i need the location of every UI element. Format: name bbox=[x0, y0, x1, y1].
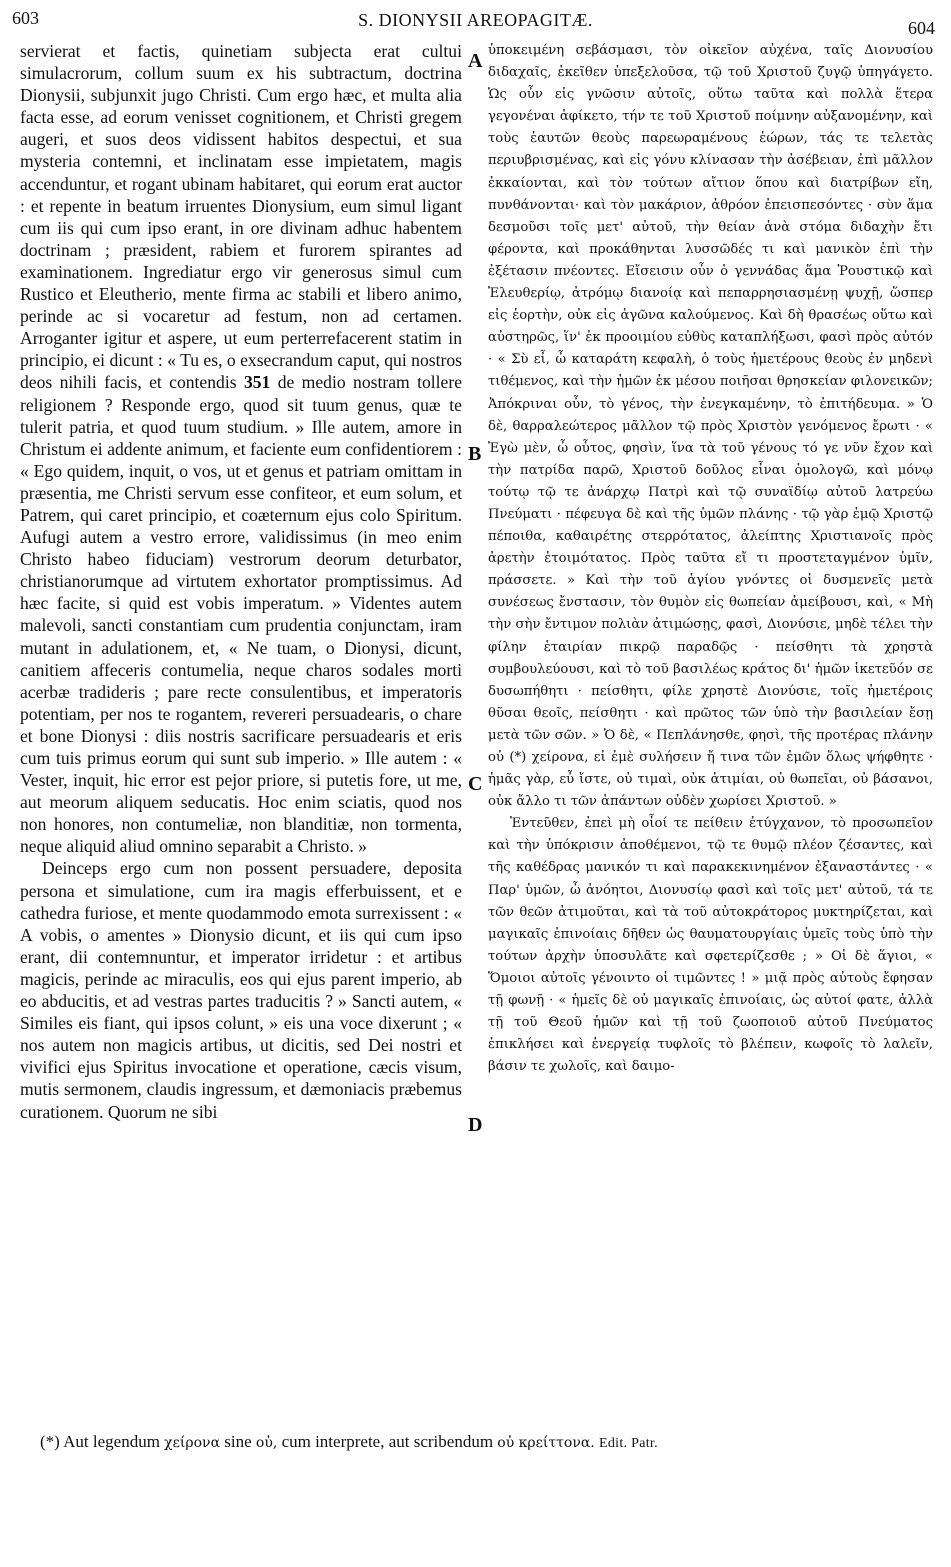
section-marker-c: C bbox=[468, 773, 483, 795]
greek-column bbox=[488, 40, 933, 1078]
bold-column-number: 351 bbox=[243, 372, 271, 393]
section-marker-b: B bbox=[468, 443, 482, 465]
greek-paragraph-2: Ἐντεῦθεν, ἐπεὶ μὴ οἷοί τε πείθειν ἐτύγχανον, τὸ προσωπεῖον καὶ τὴν ὑπόκρισιν ἀποθέμενοι, τῷ τε θυμῷ πλέον ζέσαντες, καὶ τῆς καθέδρας μανικόν τι καὶ παρακεκινημένον ἐξαναστάντες · « Παρ' ὑμῶν, ὦ ἀνόητοι, Διονυσίῳ φασὶ καὶ τοῖς μετ' αὐτοῦ, τά τε τῶν θεῶν ἀτιμοῦται, καὶ τὰ τοῦ αὐτοκράτορος μυκτηρίζεται, καὶ μαγικαῖς ἐπινοίαις δῆθεν ὡς θαυματουργίαις ὑμεῖς τοὺς ὑπὸ τὴν τούτων ἀρχὴν ὑποσυλᾶτε καὶ σφετερίζεσθε ; » Οἱ δὲ ἅγιοι, « Ὅμοιοι αὐτοῖς γένοιντο οἱ τιμῶντες ! » μιᾷ πρὸς αὐτοὺς ἔφησαν τῇ φωνῇ · « ἡμεῖς δὲ οὐ μαγικαῖς ἐπινοίαις, ὡς αὐτοί φατε, ἀλλὰ τῇ τοῦ Θεοῦ ἡμῶν καὶ τῇ τοῦ ζωοποιοῦ αὐτοῦ Πνεύματος ἐπικλήσει καὶ ἐνεργείᾳ τυφλοῖς τὸ βλέπειν, κωφοῖς τὸ λαλεῖν, βάσιν τε χωλοῖς, καὶ δαιμο- bbox=[488, 816, 933, 1075]
footnote-greek-a: χείρονα bbox=[164, 1435, 221, 1451]
latin-paragraph-1 bbox=[20, 40, 462, 857]
greek-paragraph-1: ὑποκειμένη σεβάσμασι, τὸν οἰκεῖον αὐχένα, ταῖς Διονυσίου διδαχαῖς, ἐκεῖθεν ὑπεξελοῦσα, τῷ τοῦ Χριστοῦ ζυγῷ ὑπηγάγετο. Ὡς οὖν εἰς γνῶσιν αὐτοῖς, οὕτω ταῦτα καὶ πολλὰ ἕτερα γεγονέναι ἀφίκετο, τήν τε τοῦ Χριστοῦ ποίμνην αὐξανομένην, καὶ τοὺς ἑαυτῶν θεοὺς παρεωραμένους ἑώρων, τάς τε τελετὰς περιυβρισμένας, καὶ εἰς γόνυ κλίνασαν τὴν ἀσέβειαν, ἐπὶ μᾶλλον ἐκκαίονται, καὶ τὸν τούτων αἴτιον ὅπου καὶ διατρίβων εἴη, πυνθάνονται· καὶ τὸν μακάριον, ἀθρόον ἐπεισπεσόντες · σὺν ἅμα δεσμοῦσι τοῖς μετ' αὐτοῦ, τὴν θείαν ἀνὰ στόμα διδαχὴν ἔτι φέροντα, καὶ προκάθηνται λυσσῶδές τι καὶ μανικὸν ἐπὶ τὴν ἐξέτασιν πνέοντες. Εἴσεισιν οὖν ὁ γεννάδας ἅμα Ῥουστικῷ καὶ Ἐλευθερίῳ, ἀτρόμῳ διανοίᾳ καὶ πεπαρρησιασμένῃ ψυχῇ, ὥσπερ εἰς ἑορτὴν, οὐκ εἰς ἀγῶνα καλούμενος. Καὶ δὴ θρασέως οὕτω καὶ αὐστηρῶς, ἵν' ἐκ προοιμίου εὐθὺς καταπλήξωσι, φασὶ πρὸς αὐτόν · « Σὺ εἶ, ὦ καταράτη κεφαλὴ, ὁ τοὺς ἡμετέρους θεοὺς ἐν μηδενὶ τιθέμενος, καὶ τὴν ἡμῶν ἐκ μέσου ποιῆσαι θρησκείαν φιλονεικῶν; Ἀπόκριναι οὖν, τὸ γένος, τὴν ἐνεγκαμένην, τὸ ἐπιτήδευμα. » Ὁ δὲ, θαρραλεώτερος μᾶλλον τῷ πρὸς Χριστὸν γενόμενος ἔρωτι · « Ἐγὼ μὲν, ὦ οὗτος, φησὶν, ἵνα τὰ τοῦ γένους τό γε νῦν ἔχον καὶ τὴν πατρίδα παρῶ, Χριστοῦ δοῦλος εἶναι ὁμολογῶ, καὶ μόνῳ τούτῳ τῷ τε ἀνάρχῳ Πατρὶ καὶ τῷ συναϊδίῳ αὐτοῦ λατρεύω Πνεύματι · πέφευγα δὲ καὶ τῆς ὑμῶν πλάνης · τῷ γὰρ ἐμῷ Χριστῷ πέποιθα, καθαιρέτης στερρότατος, ἀλείπτης Χριστιανοῖς πρὸς ἀρετὴν ἑτοιμότατος. Πρὸς ταῦτα εἴ τι προστεταγμένον ὑμῖν, πράσσετε. » Καὶ τὴν τοῦ ἁγίου γνόντες οἱ δυσμενεῖς μετὰ συνέσεως ἔνστασιν, τὸν θυμὸν εἰς θωπείαν ἀμείβουσι, καὶ, « Μὴ τὴν σὴν ἔντιμον πολιὰν ἀτιμώσῃς, φασὶ, Διονύσιε, μηδὲ τέλει τὴν φίλην ἑταιρίαν πικρῷ παραδῷς · πείσθητι τὰ χρηστὰ συμβουλεύουσι, καὶ τὸ τοῦ βασιλέως κράτος δι' ἡμῶν ἱκετεῦόν σε δυσωπήθητι · πείσθητι, φίλε χρηστὲ Διονύσιε, τοῖς ἡμετέροις θῦσαι θεοῖς, πείσθητι · καὶ πρῶτος τῶν ὑπὸ τὴν βασιλείαν ἔσῃ μετὰ τῶν σῶν. » Ὁ δὲ, « Πεπλάνησθε, φησὶ, τῆς προτέρας πλάνην οὐ (*) χείρονα, εἰ ἐμὲ συλήσειν ἤ τινα τῶν ἐμῶν ὅλως ψήφθητε · ἡμᾶς γὰρ, εὖ ἴστε, οὐ τιμαὶ, οὐκ ἀτιμίαι, οὐ θωπεῖαι, οὐ βάσανοι, οὐκ ἄλλο τι τῶν ἁπάντων οὐδὲν χωρίσει Χριστοῦ. » bbox=[488, 43, 933, 810]
running-title: S. DIONYSII AREOPAGITÆ. bbox=[358, 10, 593, 30]
footnote-text-a: (*) Aut legendum bbox=[40, 1432, 160, 1451]
footnote bbox=[40, 1432, 940, 1452]
page-number-left: 603 bbox=[12, 8, 39, 28]
latin-paragraph-2: Deinceps ergo cum non possent persuadere, deposita persona et simulatione, cum ira magis efferbuissent, et e cathedra furiose, et mente quodammodo emota surrexissent : « A vobis, o amentes » Dionysio dicunt, et iis qui cum ipso erant, dii contemnuntur, et imperator irridetur : et artibus magicis, perinde ac miraculis, eos qui ejus parent imperio, ab eo abducitis, et ad vestras partes traducitis ? » Sancti autem, « Similes eis fiant, qui ipsos colunt, » eis una voce dixerunt ; « nos autem non magicis artibus, ut dicitis, sed Dei nostri et vivifici ejus Spiritus invocatione et operatione, cæcis visum, mutis sermonem, claudis ingressum, et dæmoniacis præbemus curationem. Quorum ne sibi bbox=[20, 858, 462, 1122]
footnote-greek-c: οὐ κρείττονα. bbox=[497, 1435, 595, 1451]
section-marker-d: D bbox=[468, 1114, 483, 1136]
latin-paragraph-1-text: servierat et factis, quinetiam subjecta erat cultui simulacrorum, collum suum ex his subtractum, doctrina Dionysii, subjunxit jugo Christi. Cum ergo hæc, et multa alia facta esse, ad eorum venisset cognitionem, et Christi gregem augeri, et suos deos vidissent habitos despectui, et sua mysteria contemni, et inclinatam esse impietatem, magis accenduntur, et rogant ubinam habitaret, qui eorum erat auctor : et repente in beatum irruentes Dionysium, eum simul ligant cum iis qui cum ipso erant, in ore divinam adhuc habentem doctrinam ; præsident, rabiem et furorem spirantes ad examinationem. Ingrediatur ergo vir generosus simul cum Rustico et Eleutherio, mente firma ac stabili et libero animo, perinde ac si vocaretur ad festum, non ad certamen. Arroganter igitur et aspere, ut eum perterrefacerent statim in principio, ei dicunt : « Tu es, o exsecrandum caput, qui nostros deos nihili facis, et contendis bbox=[20, 41, 462, 393]
page-header bbox=[0, 8, 951, 38]
footnote-text-c: cum interprete, aut scribendum bbox=[281, 1432, 494, 1451]
latin-paragraph-1-continued: de medio nostram tollere religionem ? Responde ergo, quod sit tuum genus, quæ te tulerit patria, et quod tuum studium. » Ille autem, amore in Christum ei addente animum, et faciente eum confidentiorem : « Ego quidem, inquit, o vos, ut et genus et patriam omittam in præsentia, me Christi servum esse confiteor, et eum solum, et Patrem, qui caret principio, et coæternum ejus colo Spiritum. Aufugi autem a vestro errore, validissimus (in meo enim Christo habeo fiduciam) vestrorum deorum deturbator, christianorumque ad virtutem exhortator promptissimus. Ad hæc facite, si quid est vobis imperatum. » Videntes autem malevoli, sancti constantiam cum prudentia conjunctam, iram mutant in adulationem, et, « Ne tuam, o Dionysi, dicunt, canitiem affeceris contumelia, neque charos sodales morti acerbæ tradideris ; pare recte consulentibus, et imperatoris potentiam, per nos te rogantem, revereri persuadearis, o chare et bone Dionysi : diis nostris sacrificare persuadearis et eris cum tuis primus eorum qui sunt sub imperio. » Ille autem : « Vester, inquit, hic error est pejor priore, si putetis fore, ut me, aut meorum aliquem seducatis. Hoc enim sciatis, quod nos non honores, non contumeliæ, non blanditiæ, non tormenta, neque aliquid aliud omnino separabit a Christo. » bbox=[20, 372, 463, 857]
footnote-greek-b: οὐ, bbox=[255, 1435, 278, 1451]
latin-column bbox=[20, 40, 462, 1123]
section-marker-a: A bbox=[468, 50, 483, 72]
footnote-text-b: sine bbox=[224, 1432, 252, 1451]
page-number-right: 604 bbox=[908, 18, 935, 38]
footnote-editor: Edit. Patr. bbox=[599, 1436, 658, 1451]
